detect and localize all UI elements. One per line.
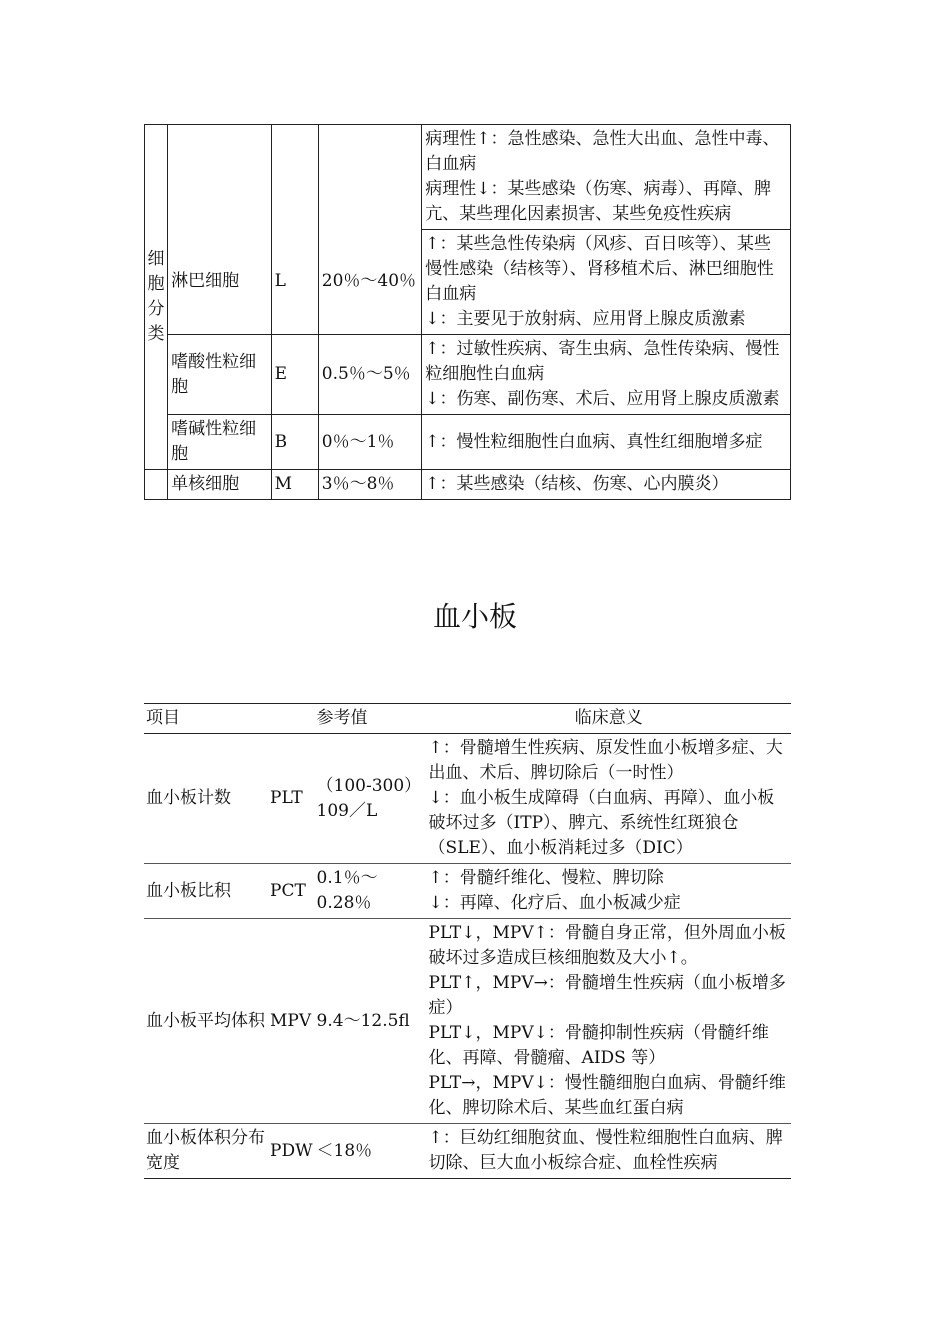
table-row bbox=[144, 919, 791, 1124]
meaning-line: ↓：伤寒、副伤寒、术后、应用肾上腺皮质激素 bbox=[425, 389, 780, 409]
cell-meaning bbox=[422, 335, 791, 415]
table-row bbox=[145, 125, 791, 230]
cell-meaning bbox=[427, 919, 791, 1124]
meaning-line: 病理性↑：急性感染、急性大出血、急性中毒、白血病 bbox=[425, 129, 780, 174]
cell-name: 淋巴细胞 bbox=[168, 230, 271, 335]
meaning-line: ↑：某些感染（结核、伤寒、心内膜炎） bbox=[425, 474, 729, 494]
meaning-line: 病理性↓：某些感染（伤寒、病毒）、再障、脾亢、某些理化因素损害、某些免疫性疾病 bbox=[425, 179, 771, 224]
cell-name: 血小板平均体积 bbox=[144, 919, 268, 1124]
table-row bbox=[145, 230, 791, 335]
meaning-line: ↑：某些急性传染病（风疹、百日咳等）、某些慢性感染（结核等）、肾移植术后、淋巴细胞性白血病 bbox=[425, 234, 774, 304]
cell-ref: 0.1％～0.28％ bbox=[315, 864, 427, 919]
cell-meaning bbox=[422, 470, 791, 500]
table-row bbox=[144, 864, 791, 919]
section-title: 血小板 bbox=[432, 600, 517, 633]
cell-name: 血小板体积分布宽度 bbox=[144, 1124, 268, 1179]
meaning-line: PLT→，MPV↓：慢性髓细胞白血病、骨髓纤维化、脾切除术后、某些血红蛋白病 bbox=[428, 1073, 786, 1118]
table-row bbox=[145, 415, 791, 470]
meaning-line: ↓：再障、化疗后、血小板减少症 bbox=[428, 893, 681, 913]
header-meaning: 临床意义 bbox=[427, 704, 791, 734]
table-row bbox=[145, 470, 791, 500]
meaning-line: PLT↓，MPV↑：骨髓自身正常，但外周血小板破坏过多造成巨核细胞数及大小↑。 bbox=[428, 923, 786, 968]
platelet-table bbox=[144, 703, 791, 1179]
cell-meaning bbox=[427, 734, 791, 864]
cell-abbr: E bbox=[271, 335, 318, 415]
cell-meaning bbox=[422, 125, 791, 230]
cell-ref: 3％～8％ bbox=[318, 470, 421, 500]
cell-abbr: MPV bbox=[268, 919, 315, 1124]
cell-abbr: PCT bbox=[268, 864, 315, 919]
cell-meaning bbox=[427, 864, 791, 919]
meaning-line: ↓：血小板生成障碍（白血病、再障）、血小板破坏过多（ITP）、脾亢、系统性红斑狼仓（SLE）、血小板消耗过多（DIC） bbox=[428, 788, 775, 858]
cell-abbr: B bbox=[271, 415, 318, 470]
cell-meaning bbox=[422, 230, 791, 335]
meaning-line: ↓：主要见于放射病、应用肾上腺皮质激素 bbox=[425, 309, 746, 329]
meaning-line: PLT↑，MPV→：骨髓增生性疾病（血小板增多症） bbox=[428, 973, 786, 1018]
cell-ref: 0％～1％ bbox=[318, 415, 421, 470]
cell-ref: 0.5％～5％ bbox=[318, 335, 421, 415]
cell-abbr: L bbox=[271, 230, 318, 335]
cell-abbr: PLT bbox=[268, 734, 315, 864]
meaning-line: PLT↓，MPV↓：骨髓抑制性疾病（骨髓纤维化、再障、骨髓瘤、AIDS 等） bbox=[428, 1023, 769, 1068]
cell-name: 血小板比积 bbox=[144, 864, 268, 919]
cell-name: 单核细胞 bbox=[168, 470, 271, 500]
cell-ref: ＜18％ bbox=[315, 1124, 427, 1179]
wbc-classification-table bbox=[144, 124, 791, 500]
table-row bbox=[144, 1124, 791, 1179]
cell-meaning bbox=[427, 1124, 791, 1179]
table-header-row bbox=[144, 704, 791, 734]
category-cell-empty bbox=[145, 470, 168, 500]
cell-name: 嗜碱性粒细胞 bbox=[168, 415, 271, 470]
cell-meaning bbox=[422, 415, 791, 470]
cell-abbr: PDW bbox=[268, 1124, 315, 1179]
cell-ref: 20％～40％ bbox=[318, 230, 421, 335]
meaning-line: ↑：慢性粒细胞性白血病、真性红细胞增多症 bbox=[425, 431, 763, 452]
cell-abbr bbox=[271, 125, 318, 230]
meaning-line: ↑：骨髓纤维化、慢粒、脾切除 bbox=[428, 868, 664, 888]
meaning-line: ↑：过敏性疾病、寄生虫病、急性传染病、慢性粒细胞性白血病 bbox=[425, 339, 780, 384]
table-row bbox=[145, 335, 791, 415]
header-item: 项目 bbox=[144, 704, 315, 734]
meaning-line: ↑：巨幼红细胞贫血、慢性粒细胞性白血病、脾切除、巨大血小板综合症、血栓性疾病 bbox=[428, 1128, 783, 1173]
cell-ref: （100-300）109／L bbox=[315, 734, 427, 864]
cell-name: 嗜酸性粒细胞 bbox=[168, 335, 271, 415]
header-ref: 参考值 bbox=[315, 704, 427, 734]
cell-ref bbox=[318, 125, 421, 230]
table-row bbox=[144, 734, 791, 864]
category-cell: 细胞分类 bbox=[145, 125, 168, 470]
cell-abbr: M bbox=[271, 470, 318, 500]
cell-name bbox=[168, 125, 271, 230]
cell-ref: 9.4～12.5fl bbox=[315, 919, 427, 1124]
cell-name: 血小板计数 bbox=[144, 734, 268, 864]
meaning-line: ↑：骨髓增生性疾病、原发性血小板增多症、大出血、术后、脾切除后（一时性） bbox=[428, 738, 783, 783]
